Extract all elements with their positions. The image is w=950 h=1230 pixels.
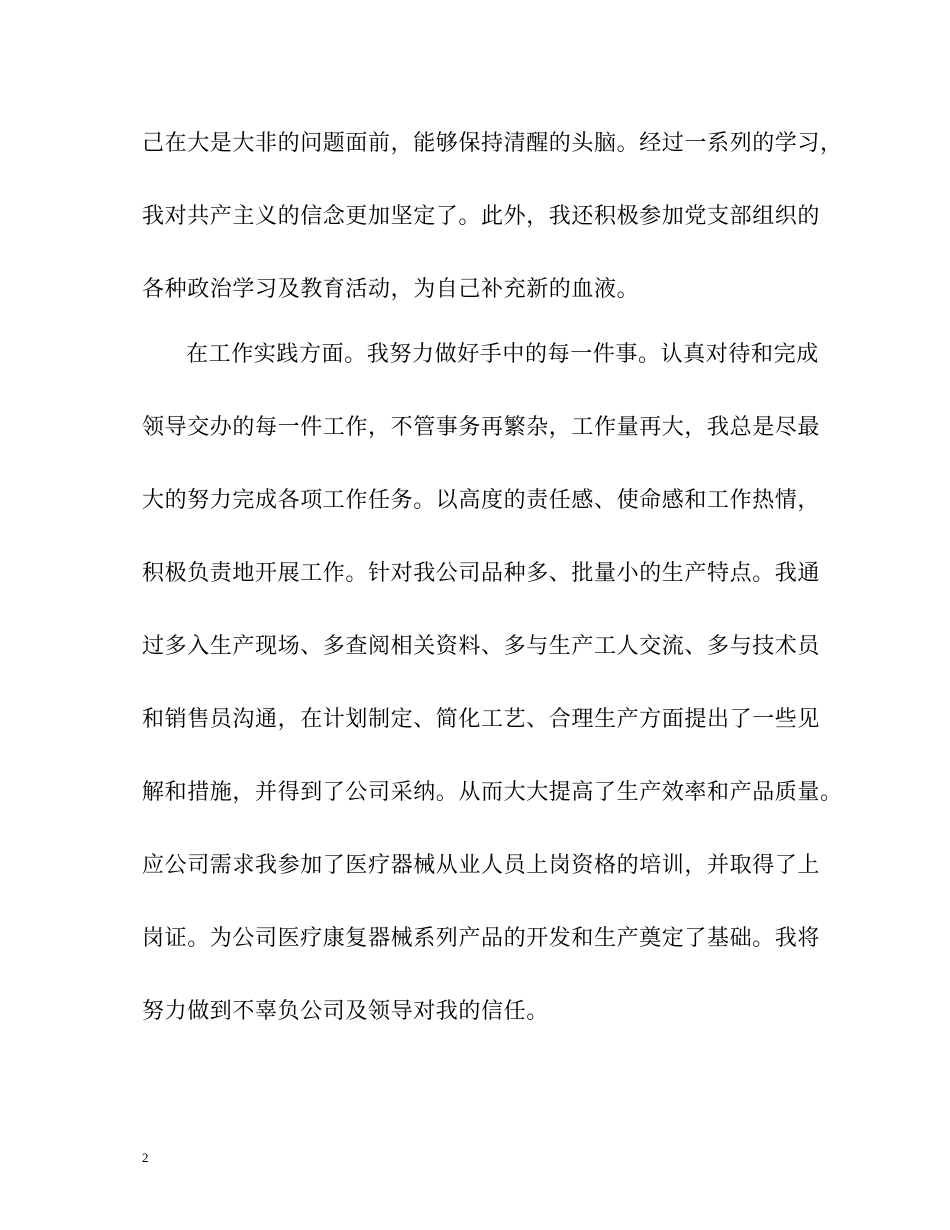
text-line: 己在大是大非的问题面前，能够保持清醒的头脑。经过一系列的学习， xyxy=(142,131,843,156)
text-line: 领导交办的每一件工作，不管事务再繁杂，工作量再大，我总是尽最 xyxy=(142,415,821,440)
text-line: 各种政治学习及教育活动，为自己补充新的血液。 xyxy=(142,277,640,302)
text-line: 努力做到不辜负公司及领导对我的信任。 xyxy=(142,999,549,1024)
text-line: 应公司需求我参加了医疗器械从业人员上岗资格的培训，并取得了上 xyxy=(142,853,821,878)
page-number: 2 xyxy=(142,1150,149,1165)
text-line: 和销售员沟通，在计划制定、简化工艺、合理生产方面提出了一些见 xyxy=(142,707,821,732)
text-line: 岗证。为公司医疗康复器械系列产品的开发和生产奠定了基础。我将 xyxy=(142,926,821,951)
text-line: 大的努力完成各项工作任务。以高度的责任感、使命感和工作热情， xyxy=(142,488,821,513)
text-line: 过多入生产现场、多查阅相关资料、多与生产工人交流、多与技术员 xyxy=(142,634,821,659)
text-line: 我对共产主义的信念更加坚定了。此外，我还积极参加党支部组织的 xyxy=(142,204,821,229)
text-line: 积极负责地开展工作。针对我公司品种多、批量小的生产特点。我通 xyxy=(142,561,821,586)
text-line: 解和措施，并得到了公司采纳。从而大大提高了生产效率和产品质量。 xyxy=(142,780,843,805)
paragraph-first-line: 在工作实践方面。我努力做好手中的每一件事。认真对待和完成 xyxy=(186,342,819,367)
